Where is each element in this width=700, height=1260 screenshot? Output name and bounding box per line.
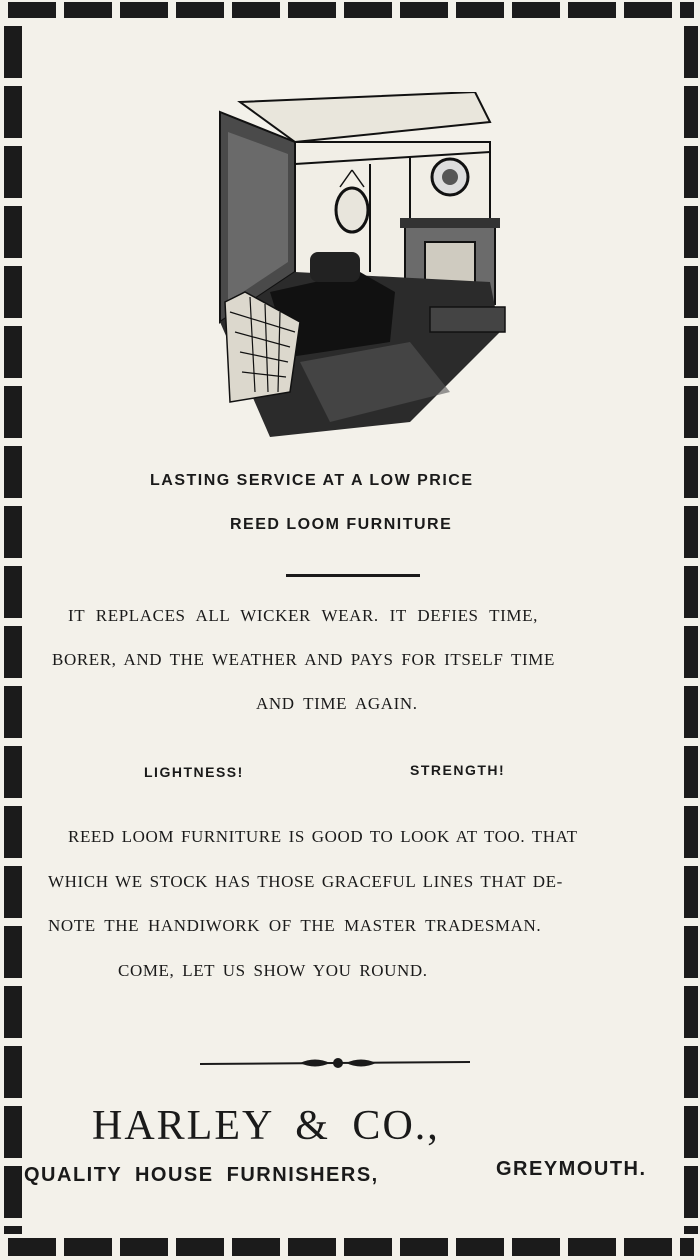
ornamental-border-bottom [8, 1238, 694, 1256]
slogan-lightness: LIGHTNESS! [144, 764, 244, 780]
ornamental-border-left [4, 26, 22, 1234]
ornamental-border-right [684, 26, 698, 1234]
body-text-line: NOTE THE HANDIWORK OF THE MASTER TRADESMAN. [48, 916, 542, 935]
company-location: GREYMOUTH. [496, 1158, 647, 1180]
body-text-line: IT REPLACES ALL WICKER WEAR. IT DEFIES TIME, [68, 606, 538, 625]
headline-lasting-service: LASTING SERVICE AT A LOW PRICE [150, 472, 474, 489]
body-text-line: BORER, AND THE WEATHER AND PAYS FOR ITSELF TIME [52, 650, 555, 669]
company-tagline: QUALITY HOUSE FURNISHERS, [24, 1164, 379, 1186]
body-text-line: WHICH WE STOCK HAS THOSE GRACEFUL LINES THAT DE- [48, 872, 563, 891]
divider-rule [286, 574, 420, 577]
body-text-line: REED LOOM FURNITURE IS GOOD TO LOOK AT TOO. THAT [68, 827, 578, 846]
slogan-strength: STRENGTH! [410, 762, 506, 778]
ornamental-border-top [8, 2, 694, 18]
furniture-room-illustration [210, 92, 510, 437]
company-name: HARLEY & CO., [92, 1103, 440, 1149]
body-text-line: COME, LET US SHOW YOU ROUND. [118, 961, 428, 980]
body-text-line: AND TIME AGAIN. [256, 694, 418, 713]
headline-product-name: REED LOOM FURNITURE [230, 516, 453, 533]
ornamental-flourish [200, 1052, 470, 1072]
